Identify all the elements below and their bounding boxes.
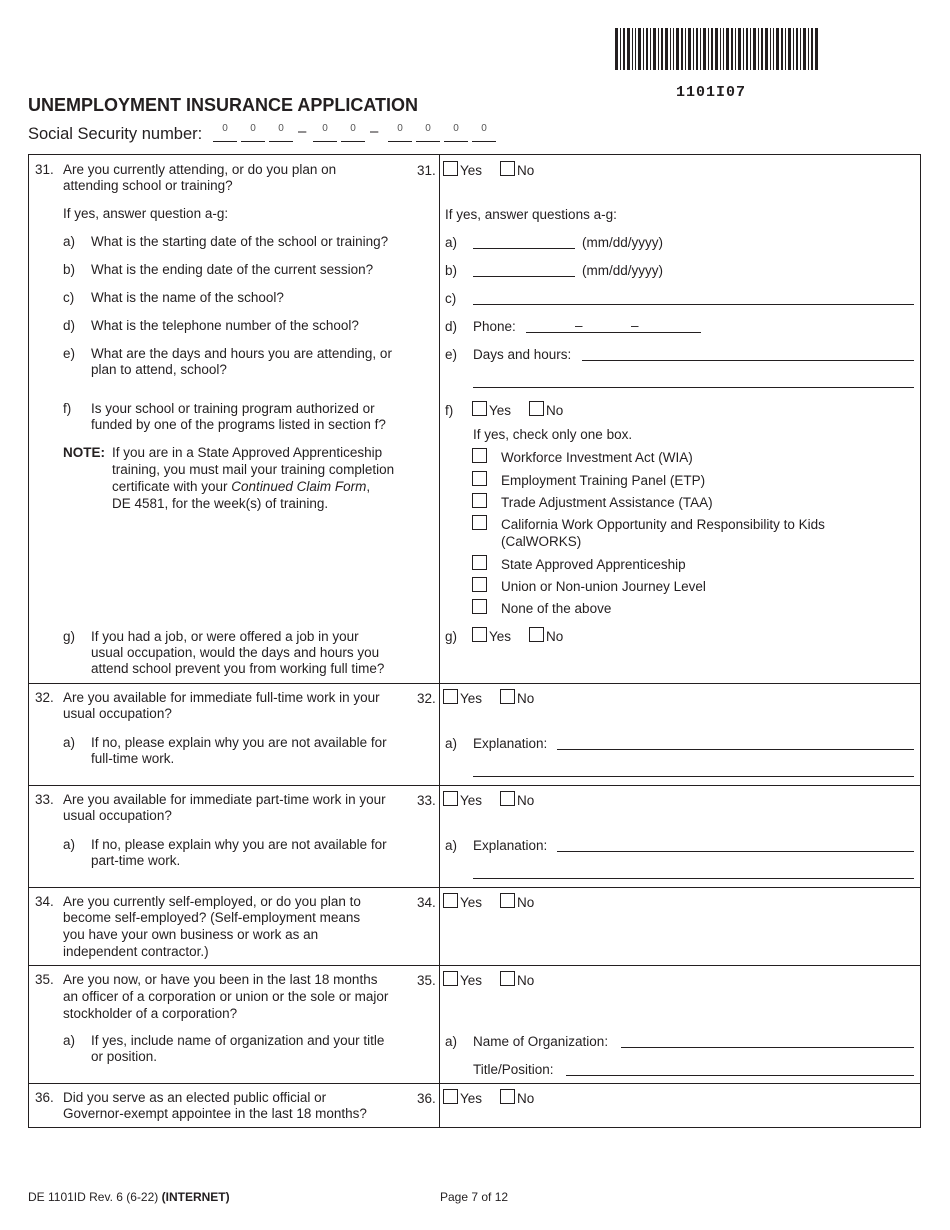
column-divider [439,155,440,683]
form-id: DE 1101ID Rev. 6 (6-22) (INTERNET) [28,1190,230,1204]
q34-question: become self-employed? (Self-employment means [63,910,361,925]
q31f-no-checkbox[interactable] [529,401,544,416]
q33-yes-checkbox[interactable] [443,791,458,806]
q32-no-checkbox[interactable] [500,689,515,704]
program-label: Union or Non-union Journey Level [501,579,706,594]
q31e-question: What are the days and hours you are attending, or [91,346,392,361]
ssn-digit-9[interactable]: 0 [472,123,496,142]
q31g-question: usual occupation, would the days and hours you [91,645,380,660]
explanation-label: Explanation: [473,838,548,853]
days-hours-field[interactable] [582,360,914,361]
question-31-section [28,154,921,684]
phone-dash: – [631,318,639,333]
q31-no-checkbox[interactable] [500,161,515,176]
q35a-question: If yes, include name of organization and your title [91,1033,385,1048]
q35-no-checkbox[interactable] [500,971,515,986]
q31d-letter: d) [445,319,458,334]
program-label: Trade Adjustment Assistance (TAA) [501,495,713,510]
column-divider [439,1084,440,1127]
no-label: No [517,1091,535,1106]
q32-explanation-field[interactable] [557,749,914,750]
check-one-note: If yes, check only one box. [473,427,633,442]
q31f-letter: f) [445,403,454,418]
program-label: Workforce Investment Act (WIA) [501,450,693,465]
program-label: Employment Training Panel (ETP) [501,473,706,488]
note-text: DE 4581, for the week(s) of training. [112,496,329,511]
yes-label: Yes [489,403,512,418]
q31c-letter: c) [445,291,457,306]
q34-number: 34. [35,894,54,909]
q33a-letter: a) [445,838,458,853]
note-text: If you are in a State Approved Apprenticeship [112,445,383,460]
q34-question: independent contractor.) [63,944,209,959]
q32a-letter: a) [63,735,76,750]
apprenticeship-checkbox[interactable] [472,555,487,570]
q31f-question: funded by one of the programs listed in section f? [91,417,386,432]
title-position-field[interactable] [566,1075,914,1076]
question-32-section [28,683,921,786]
days-hours-field-line2[interactable] [473,387,914,388]
q31a-letter: a) [445,235,458,250]
wia-checkbox[interactable] [472,448,487,463]
column-divider [439,786,440,887]
org-name-label: Name of Organization: [473,1034,609,1049]
q32-number: 32. [35,690,54,705]
barcode-image [615,28,818,70]
q31d-letter: d) [63,318,76,333]
q35-question: an officer of a corporation or union or the sole or major [63,989,389,1004]
q31g-letter: g) [63,629,76,644]
note-label: NOTE: [63,445,105,460]
q31-yes-checkbox[interactable] [443,161,458,176]
ssn-label: Social Security number: [28,125,203,143]
q31g-question: If you had a job, or were offered a job in your [91,629,359,644]
date-format-hint: (mm/dd/yyyy) [582,235,663,250]
q33a-question: If no, please explain why you are not available for [91,837,387,852]
q36-number: 36. [35,1090,54,1105]
ssn-digit-1[interactable]: 0 [213,123,237,142]
title-position-label: Title/Position: [473,1062,554,1077]
q35a-letter: a) [445,1034,458,1049]
q32a-question: If no, please explain why you are not available for [91,735,387,750]
q32a-letter: a) [445,736,458,751]
q31-question: Are you currently attending, or do you plan on [63,162,337,177]
q35-yes-checkbox[interactable] [443,971,458,986]
page-number: Page 7 of 12 [440,1190,509,1204]
q36-question: Did you serve as an elected public official or [63,1090,327,1105]
q34-number: 34. [417,895,436,910]
q35a-question: or position. [91,1049,158,1064]
q31e-question: plan to attend, school? [91,362,227,377]
etp-checkbox[interactable] [472,471,487,486]
phone-dash: – [575,318,583,333]
q31-if-yes-note: If yes, answer question a-g: [63,206,229,221]
start-date-field[interactable] [473,248,575,249]
column-divider [439,684,440,785]
q31-number: 31. [35,162,54,177]
q33-no-checkbox[interactable] [500,791,515,806]
no-label: No [517,163,535,178]
no-label: No [517,973,535,988]
question-35-section [28,965,921,1084]
date-format-hint: (mm/dd/yyyy) [582,263,663,278]
q31a-question: What is the starting date of the school or training? [91,234,389,249]
program-label: None of the above [501,601,612,616]
q31a-letter: a) [63,234,76,249]
org-name-field[interactable] [621,1047,914,1048]
note-text: training, you must mail your training completion [112,462,395,477]
q34-question: Are you currently self-employed, or do you plan to [63,894,361,909]
explanation-label: Explanation: [473,736,548,751]
journey-level-checkbox[interactable] [472,577,487,592]
q34-question: you have your own business or work as an [63,927,319,942]
q32-number: 32. [417,691,436,706]
yes-label: Yes [460,973,483,988]
note-text: certificate with your Continued Claim Form, [112,479,371,494]
ssn-digit-8[interactable]: 0 [444,123,468,142]
yes-label: Yes [460,163,483,178]
barcode-number: 1101I07 [676,84,747,101]
q33-explanation-field-line2[interactable] [473,878,914,879]
q31e-letter: e) [63,346,76,361]
yes-label: Yes [460,1091,483,1106]
q31b-question: What is the ending date of the current session? [91,262,374,277]
taa-checkbox[interactable] [472,493,487,508]
phone-field[interactable] [526,332,701,333]
q32-question: usual occupation? [63,706,172,721]
calworks-checkbox[interactable] [472,515,487,530]
ssn-digit-5[interactable]: 0 [341,123,365,142]
q31b-letter: b) [63,262,76,277]
q31f-letter: f) [63,401,72,416]
q35-number: 35. [417,973,436,988]
no-label: No [546,403,564,418]
program-label: (CalWORKS) [501,534,582,549]
q31c-question: What is the name of the school? [91,290,284,305]
school-name-field[interactable] [473,304,914,305]
q32-explanation-field-line2[interactable] [473,776,914,777]
q35-number: 35. [35,972,54,987]
question-34-section [28,887,921,966]
q32a-question: full-time work. [91,751,175,766]
column-divider [439,966,440,1083]
ssn-digit-7[interactable]: 0 [416,123,440,142]
q33-question: usual occupation? [63,808,172,823]
q31g-yes-checkbox[interactable] [472,627,487,642]
q32-yes-checkbox[interactable] [443,689,458,704]
q31g-question: attend school prevent you from working full time? [91,661,385,676]
ssn-digit-6[interactable]: 0 [388,123,412,142]
q33a-letter: a) [63,837,76,852]
yes-label: Yes [460,895,483,910]
ssn-digit-3[interactable]: 0 [269,123,293,142]
q31c-letter: c) [63,290,75,305]
q31-question: attending school or training? [63,178,233,193]
ssn-digit-2[interactable]: 0 [241,123,265,142]
q35-question: Are you now, or have you been in the last 18 months [63,972,378,987]
q31f-yes-checkbox[interactable] [472,401,487,416]
q33-explanation-field[interactable] [557,851,914,852]
question-33-section [28,785,921,888]
ssn-dash: – [298,123,307,140]
q31e-letter: e) [445,347,458,362]
q34-yes-checkbox[interactable] [443,893,458,908]
yes-label: Yes [489,629,512,644]
program-label: State Approved Apprenticeship [501,557,686,572]
end-date-field[interactable] [473,276,575,277]
q34-no-checkbox[interactable] [500,893,515,908]
q31g-letter: g) [445,629,458,644]
days-hours-label: Days and hours: [473,347,572,362]
q31g-no-checkbox[interactable] [529,627,544,642]
q31-number: 31. [417,163,436,178]
no-label: No [517,793,535,808]
question-36-section [28,1083,921,1128]
ssn-digit-4[interactable]: 0 [313,123,337,142]
q36-yes-checkbox[interactable] [443,1089,458,1104]
q31b-letter: b) [445,263,458,278]
page-title: UNEMPLOYMENT INSURANCE APPLICATION [28,95,419,115]
q32-question: Are you available for immediate full-time work in your [63,690,380,705]
q35a-letter: a) [63,1033,76,1048]
program-label: California Work Opportunity and Responsibility to Kids [501,517,825,532]
no-label: No [546,629,564,644]
yes-label: Yes [460,691,483,706]
none-checkbox[interactable] [472,599,487,614]
no-label: No [517,691,535,706]
column-divider [439,888,440,965]
q36-no-checkbox[interactable] [500,1089,515,1104]
q33-number: 33. [417,793,436,808]
q36-question: Governor-exempt appointee in the last 18 months? [63,1106,367,1121]
q35-question: stockholder of a corporation? [63,1006,238,1021]
q33-number: 33. [35,792,54,807]
yes-label: Yes [460,793,483,808]
q31f-question: Is your school or training program authorized or [91,401,375,416]
no-label: No [517,895,535,910]
q31d-question: What is the telephone number of the school? [91,318,359,333]
ssn-dash: – [370,123,379,140]
phone-label: Phone: [473,319,516,334]
q31-if-yes-note: If yes, answer questions a-g: [445,207,617,222]
q33-question: Are you available for immediate part-time work in your [63,792,386,807]
q36-number: 36. [417,1091,436,1106]
q33a-question: part-time work. [91,853,181,868]
